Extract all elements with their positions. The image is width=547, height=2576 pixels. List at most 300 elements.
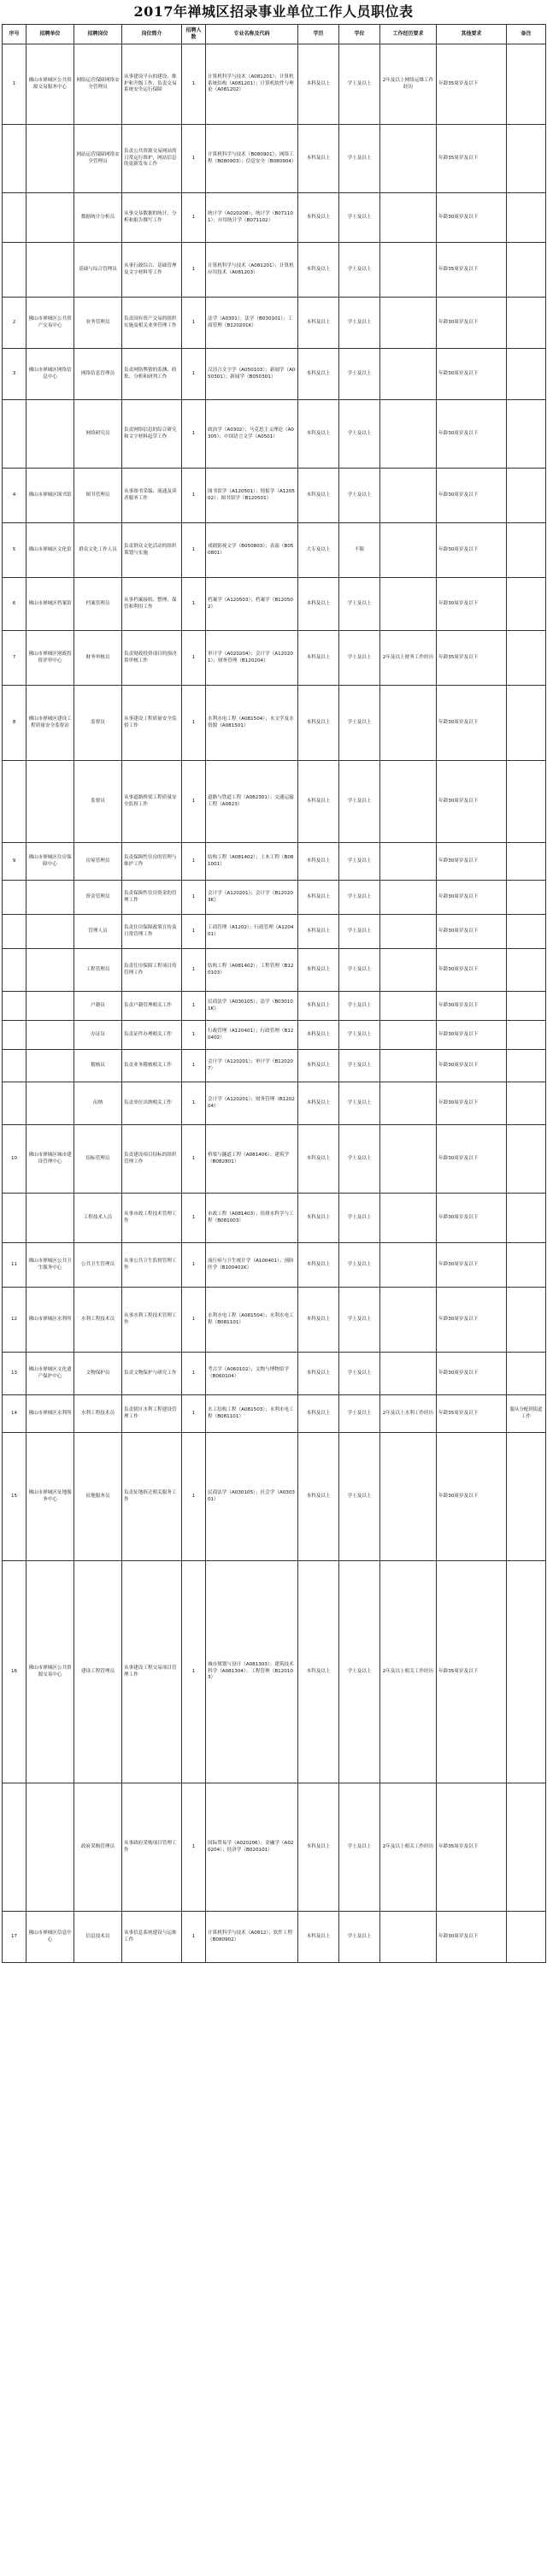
cell-note (507, 631, 546, 686)
cell-deg: 学士及以上 (339, 1433, 380, 1561)
cell-pos: 文物保护员 (74, 1353, 122, 1395)
cell-desc: 负责户籍管理相关工作 (122, 992, 182, 1021)
cell-num: 1 (182, 761, 206, 843)
cell-note (507, 469, 546, 523)
table-row (3, 1050, 546, 1082)
cell-note (507, 349, 546, 400)
cell-other: 年龄30周岁及以下 (437, 1021, 507, 1050)
cell-num: 1 (182, 44, 206, 125)
cell-note (507, 298, 546, 349)
cell-other: 年龄30周岁及以下 (437, 469, 507, 523)
cell-num: 1 (182, 1561, 206, 1783)
cell-no: 1 (3, 44, 26, 125)
recruitment-table (2, 24, 546, 1963)
cell-edu: 本科及以上 (298, 44, 339, 125)
cell-deg: 学士及以上 (339, 349, 380, 400)
page-title: 2017年禅城区招录事业单位工作人员职位表 (133, 3, 414, 20)
cell-deg: 学士及以上 (339, 44, 380, 125)
cell-pos: 招标管理员 (74, 1125, 122, 1194)
cell-note (507, 1021, 546, 1050)
cell-major: 会计学（A120201）；审计学（B120207） (206, 1050, 298, 1082)
cell-exp (380, 1912, 437, 1963)
cell-other: 年龄30周岁及以下 (437, 1353, 507, 1395)
cell-major: 计算机科学与技术（A081201）；计算机系统结构（A081201）；计算机软件与理论（A081202） (206, 44, 298, 125)
cell-major: 考古学（A060102）；文物与博物馆学（B060104） (206, 1353, 298, 1395)
cell-pos: 工程技术人员 (74, 1194, 122, 1243)
cell-edu: 本科及以上 (298, 298, 339, 349)
cell-exp (380, 761, 437, 843)
cell-num: 1 (182, 992, 206, 1021)
header-cell: 其他要求 (437, 25, 507, 44)
cell-note (507, 1912, 546, 1963)
cell-exp (380, 1125, 437, 1194)
cell-unit (26, 1783, 74, 1912)
cell-num: 1 (182, 1125, 206, 1194)
cell-pos: 信息技术员 (74, 1912, 122, 1963)
cell-exp (380, 1050, 437, 1082)
cell-desc: 负责财政投资项目的预决算审核工作 (122, 631, 182, 686)
cell-note: 服从分配到街道工作 (507, 1395, 546, 1433)
header-cell: 岗位简介 (122, 25, 182, 44)
cell-edu: 本科及以上 (298, 686, 339, 761)
cell-num: 1 (182, 686, 206, 761)
cell-num: 1 (182, 1912, 206, 1963)
header-cell: 专业名称及代码 (206, 25, 298, 44)
cell-pos: 财务审核员 (74, 631, 122, 686)
cell-exp (380, 1082, 437, 1125)
cell-deg: 学士及以上 (339, 1194, 380, 1243)
cell-exp (380, 1288, 437, 1353)
cell-other: 年龄30周岁及以下 (437, 1050, 507, 1082)
cell-other: 年龄30周岁及以下 (437, 915, 507, 949)
cell-exp (380, 578, 437, 631)
cell-pos: 网络运营保障网络安全管理员 (74, 44, 122, 125)
cell-pos: 资金管理员 (74, 881, 122, 915)
cell-other: 年龄30周岁及以下 (437, 523, 507, 578)
cell-unit: 佛山市禅城区公共卫生服务中心 (26, 1243, 74, 1288)
cell-pos: 公共卫生管理员 (74, 1243, 122, 1288)
cell-note (507, 1561, 546, 1783)
cell-unit (26, 1021, 74, 1050)
cell-exp (380, 686, 437, 761)
cell-pos: 水利工程技术员 (74, 1395, 122, 1433)
cell-note (507, 1125, 546, 1194)
cell-unit (26, 193, 74, 243)
cell-edu: 本科及以上 (298, 1082, 339, 1125)
cell-deg: 学士及以上 (339, 686, 380, 761)
cell-edu: 本科及以上 (298, 1433, 339, 1561)
table-row (3, 949, 546, 992)
cell-deg: 学士及以上 (339, 1395, 380, 1433)
cell-major: 档案学（A120503）；档案学（B120502） (206, 578, 298, 631)
cell-pos: 水利工程技术员 (74, 1288, 122, 1353)
cell-desc: 从事建设工程质量安全监督工作 (122, 686, 182, 761)
cell-pos: 网站运营保障网络安全管理员 (74, 125, 122, 193)
cell-major: 会计学（A120201）；会计学（B120203K） (206, 881, 298, 915)
cell-deg: 学士及以上 (339, 1783, 380, 1912)
cell-desc: 从事信息系统建设与运维工作 (122, 1912, 182, 1963)
cell-other: 年龄30周岁及以下 (437, 1288, 507, 1353)
cell-major: 水利水电工程（A081504）；水文学及水资源（A081501） (206, 686, 298, 761)
cell-exp (380, 1433, 437, 1561)
cell-no (3, 992, 26, 1021)
cell-note (507, 243, 546, 298)
cell-desc: 从事政府采购项目管理工作 (122, 1783, 182, 1912)
cell-exp (380, 349, 437, 400)
cell-no: 9 (3, 843, 26, 881)
cell-note (507, 843, 546, 881)
cell-num: 1 (182, 578, 206, 631)
cell-edu: 本科及以上 (298, 1395, 339, 1433)
cell-deg: 学士及以上 (339, 843, 380, 881)
cell-pos: 网络研究员 (74, 400, 122, 469)
header-cell: 招聘岗位 (74, 25, 122, 44)
cell-other: 年龄35周岁及以下 (437, 631, 507, 686)
cell-num: 1 (182, 193, 206, 243)
cell-edu: 本科及以上 (298, 631, 339, 686)
table-row (3, 1125, 546, 1194)
cell-deg: 学士及以上 (339, 631, 380, 686)
cell-unit: 佛山市禅城区水利所 (26, 1288, 74, 1353)
header-cell: 工作经历要求 (380, 25, 437, 44)
table-row (3, 1433, 546, 1561)
table-row (3, 578, 546, 631)
cell-desc: 负责公共资源交易网站的日常运行维护，网站信息的更新发布工作 (122, 125, 182, 193)
cell-edu: 本科及以上 (298, 349, 339, 400)
cell-unit: 佛山市禅城区公共资源交易中心 (26, 1561, 74, 1783)
cell-other: 年龄30周岁及以下 (437, 298, 507, 349)
cell-exp (380, 243, 437, 298)
cell-unit: 佛山市禅城区文化遗产保护中心 (26, 1353, 74, 1395)
cell-major: 城市规划与设计（A081303）；建筑技术科学（A081304）；工程管理（B120103） (206, 1561, 298, 1783)
cell-no (3, 761, 26, 843)
cell-unit (26, 400, 74, 469)
cell-other: 年龄30周岁及以下 (437, 686, 507, 761)
cell-num: 1 (182, 523, 206, 578)
cell-major: 国际贸易学（A020206）；金融学（A020204）；经济学（B020101） (206, 1783, 298, 1912)
cell-major: 计算机科学与技术（B080901）；网络工程（B080903）；信息安全（B080904） (206, 125, 298, 193)
cell-edu: 本科及以上 (298, 1353, 339, 1395)
cell-deg: 学士及以上 (339, 1125, 380, 1194)
cell-no: 10 (3, 1125, 26, 1194)
cell-no: 12 (3, 1288, 26, 1353)
cell-edu: 本科及以上 (298, 1243, 339, 1288)
cell-unit (26, 949, 74, 992)
cell-pos: 图书管理员 (74, 469, 122, 523)
cell-note (507, 1433, 546, 1561)
cell-note (507, 761, 546, 843)
cell-major: 计算机科学与技术（A0812）；软件工程（B080902） (206, 1912, 298, 1963)
cell-desc: 从事道路桥梁工程质量安全监督工作 (122, 761, 182, 843)
cell-edu: 本科及以上 (298, 881, 339, 915)
cell-other: 年龄30周岁及以下 (437, 1433, 507, 1561)
cell-no (3, 1194, 26, 1243)
table-row (3, 881, 546, 915)
cell-pos: 出纳 (74, 1082, 122, 1125)
cell-deg: 学士及以上 (339, 881, 380, 915)
table-row (3, 992, 546, 1021)
cell-desc: 从事建设工程交易项目管理工作 (122, 1561, 182, 1783)
cell-pos: 办证员 (74, 1021, 122, 1050)
cell-no (3, 1783, 26, 1912)
cell-pos: 房屋管理员 (74, 843, 122, 881)
cell-exp: 2年及以上水利工作经历 (380, 1395, 437, 1433)
cell-exp (380, 1353, 437, 1395)
cell-unit: 佛山市禅城区住房保障中心 (26, 843, 74, 881)
table-row (3, 44, 546, 125)
table-row (3, 298, 546, 349)
cell-no: 15 (3, 1433, 26, 1561)
cell-no (3, 1050, 26, 1082)
cell-major: 行政管理（A120401）；行政管理（B120402） (206, 1021, 298, 1050)
table-row (3, 1021, 546, 1050)
cell-note (507, 578, 546, 631)
cell-edu: 本科及以上 (298, 578, 339, 631)
cell-major: 民商法学（A030105）；法学（B030101K） (206, 992, 298, 1021)
cell-desc: 负责征地拆迁相关服务工作 (122, 1433, 182, 1561)
cell-other: 年龄30周岁及以下 (437, 949, 507, 992)
cell-major: 市政工程（A081403）；给排水科学与工程（B081003） (206, 1194, 298, 1243)
cell-edu: 本科及以上 (298, 193, 339, 243)
cell-note (507, 1783, 546, 1912)
cell-major: 水工结构工程（A081503）；水利水电工程（B081101） (206, 1395, 298, 1433)
cell-no: 2 (3, 298, 26, 349)
cell-exp: 2年及以上相关工作经历 (380, 1783, 437, 1912)
cell-other: 年龄35周岁及以下 (437, 243, 507, 298)
cell-desc: 负责单位出纳相关工作 (122, 1082, 182, 1125)
cell-major: 水利水电工程（A081504）；水利水电工程（B081101） (206, 1288, 298, 1353)
cell-edu: 本科及以上 (298, 1021, 339, 1050)
cell-desc: 负责网络舆情的监测、收集、分析和研判工作 (122, 349, 182, 400)
cell-note (507, 992, 546, 1021)
cell-deg: 学士及以上 (339, 1243, 380, 1288)
cell-no: 16 (3, 1561, 26, 1783)
cell-unit (26, 243, 74, 298)
cell-other: 年龄35周岁及以下 (437, 1561, 507, 1783)
table-row (3, 1783, 546, 1912)
cell-major: 图书馆学（A120501）；情报学（A120502）；图书馆学（B120501） (206, 469, 298, 523)
cell-num: 1 (182, 125, 206, 193)
cell-desc: 从事建设平台的建设、维护和升级工作，负责交易系统安全运行保障 (122, 44, 182, 125)
cell-pos: 群众文化工作人员 (74, 523, 122, 578)
cell-desc: 负责辖区水利工程建设管理工作 (122, 1395, 182, 1433)
cell-unit: 佛山市禅城区网络信息中心 (26, 349, 74, 400)
cell-desc: 负责住房保障政策宣传及日常管理工作 (122, 915, 182, 949)
cell-no (3, 400, 26, 469)
cell-no (3, 915, 26, 949)
cell-unit: 佛山市禅城区财政投资评审中心 (26, 631, 74, 686)
cell-exp (380, 992, 437, 1021)
cell-exp (380, 1194, 437, 1243)
cell-desc: 从事水利工程技术管理工作 (122, 1288, 182, 1353)
cell-deg: 学士及以上 (339, 125, 380, 193)
cell-no: 4 (3, 469, 26, 523)
cell-unit: 佛山市禅城区公共资产交易中心 (26, 298, 74, 349)
table-row (3, 1243, 546, 1288)
cell-other: 年龄30周岁及以下 (437, 400, 507, 469)
cell-num: 1 (182, 1288, 206, 1353)
cell-edu: 本科及以上 (298, 243, 339, 298)
cell-note (507, 44, 546, 125)
cell-major: 结构工程（A081402）；工程管理（B120103） (206, 949, 298, 992)
table-row (3, 469, 546, 523)
table-row (3, 523, 546, 578)
cell-desc: 负责建设项目招标的组织管理工作 (122, 1125, 182, 1194)
cell-desc: 负责证件办理相关工作 (122, 1021, 182, 1050)
cell-desc: 负责住房保障工程项目的管理工作 (122, 949, 182, 992)
table-body (3, 44, 546, 1963)
cell-num: 1 (182, 1082, 206, 1125)
cell-edu: 本科及以上 (298, 1194, 339, 1243)
cell-pos: 户籍员 (74, 992, 122, 1021)
cell-no: 6 (3, 578, 26, 631)
cell-major: 审计学（A020204）；会计学（A120201）；财务管理（B120204） (206, 631, 298, 686)
cell-note (507, 193, 546, 243)
cell-unit (26, 915, 74, 949)
cell-other: 年龄30周岁及以下 (437, 349, 507, 400)
cell-desc: 从事行政综合、基础管理及文字材料等工作 (122, 243, 182, 298)
header-cell: 招聘人数 (182, 25, 206, 44)
table-row (3, 915, 546, 949)
cell-edu: 本科及以上 (298, 761, 339, 843)
cell-desc: 从事公共卫生监督管理工作 (122, 1243, 182, 1288)
cell-deg: 学士及以上 (339, 298, 380, 349)
cell-other: 年龄30周岁及以下 (437, 578, 507, 631)
cell-no: 8 (3, 686, 26, 761)
cell-major: 会计学（A120201）；财务管理（B120204） (206, 1082, 298, 1125)
cell-edu: 大专及以上 (298, 523, 339, 578)
cell-pos: 网络信息管理员 (74, 349, 122, 400)
cell-note (507, 915, 546, 949)
cell-no: 17 (3, 1912, 26, 1963)
cell-desc: 从事图书采编、流通及读者服务工作 (122, 469, 182, 523)
header-cell: 备注 (507, 25, 546, 44)
cell-deg: 学士及以上 (339, 1288, 380, 1353)
cell-unit (26, 1082, 74, 1125)
cell-major: 计算机科学与技术（A081201）；计算机应用技术（A081203） (206, 243, 298, 298)
cell-note (507, 1082, 546, 1125)
cell-other: 年龄30周岁及以下 (437, 761, 507, 843)
cell-num: 1 (182, 1050, 206, 1082)
cell-edu: 本科及以上 (298, 949, 339, 992)
cell-no (3, 1021, 26, 1050)
cell-note (507, 1194, 546, 1243)
table-row (3, 1912, 546, 1963)
cell-exp (380, 400, 437, 469)
cell-major: 法学（A0301）；法学（B030101）；工商管理（B120201K） (206, 298, 298, 349)
cell-deg: 学士及以上 (339, 1082, 380, 1125)
cell-exp (380, 915, 437, 949)
cell-no: 11 (3, 1243, 26, 1288)
cell-unit: 佛山市禅城区档案馆 (26, 578, 74, 631)
cell-deg: 学士及以上 (339, 469, 380, 523)
cell-exp (380, 949, 437, 992)
cell-no (3, 881, 26, 915)
cell-major: 汉语言文字学（A050103）；新闻学（A050301）；新闻学（B050301） (206, 349, 298, 400)
cell-note (507, 686, 546, 761)
cell-exp (380, 523, 437, 578)
table-row (3, 125, 546, 193)
cell-unit: 佛山市禅城区城市建设管理中心 (26, 1125, 74, 1194)
cell-other: 年龄30周岁及以下 (437, 1194, 507, 1243)
cell-unit: 佛山市禅城区文化馆 (26, 523, 74, 578)
table-row (3, 193, 546, 243)
cell-desc: 从事档案接收、整理、保管和利用工作 (122, 578, 182, 631)
cell-num: 1 (182, 631, 206, 686)
cell-other: 年龄35周岁及以下 (437, 125, 507, 193)
cell-unit (26, 125, 74, 193)
cell-major: 戏剧影视文学（B050803）；表演（B050801） (206, 523, 298, 578)
cell-note (507, 1243, 546, 1288)
cell-exp (380, 843, 437, 881)
cell-edu: 本科及以上 (298, 1125, 339, 1194)
cell-unit: 佛山市禅城区征地服务中心 (26, 1433, 74, 1561)
table-row (3, 1395, 546, 1433)
cell-major: 政治学（A0302）；马克思主义理论（A0305）；中国语言文学（A0501） (206, 400, 298, 469)
cell-no: 14 (3, 1395, 26, 1433)
header-cell: 招聘单位 (26, 25, 74, 44)
cell-no: 5 (3, 523, 26, 578)
cell-num: 1 (182, 1395, 206, 1433)
cell-num: 1 (182, 1783, 206, 1912)
cell-other: 年龄30周岁及以下 (437, 1125, 507, 1194)
cell-edu: 本科及以上 (298, 400, 339, 469)
cell-edu: 本科及以上 (298, 1783, 339, 1912)
cell-num: 1 (182, 915, 206, 949)
cell-num: 1 (182, 298, 206, 349)
cell-desc: 负责国有资产交易的组织实施及相关业务管理工作 (122, 298, 182, 349)
cell-num: 1 (182, 1194, 206, 1243)
cell-major: 民商法学（A030105）；社会学（A030301） (206, 1433, 298, 1561)
cell-deg: 学士及以上 (339, 1561, 380, 1783)
cell-exp: 2年及以上网络运维工作经历 (380, 44, 437, 125)
cell-pos: 管理人员 (74, 915, 122, 949)
header-cell: 序号 (3, 25, 26, 44)
cell-pos: 业务管理员 (74, 298, 122, 349)
cell-exp (380, 125, 437, 193)
cell-edu: 本科及以上 (298, 1288, 339, 1353)
cell-num: 1 (182, 469, 206, 523)
cell-unit (26, 992, 74, 1021)
cell-num: 1 (182, 843, 206, 881)
cell-pos: 基础与综合管理员 (74, 243, 122, 298)
cell-major: 统计学（A020208）；统计学（B071101）；应用统计学（B071102） (206, 193, 298, 243)
cell-deg: 学士及以上 (339, 400, 380, 469)
cell-other: 年龄30周岁及以下 (437, 992, 507, 1021)
cell-major: 桥梁与隧道工程（A081406）；建筑学（B082801） (206, 1125, 298, 1194)
cell-note (507, 1288, 546, 1353)
cell-deg: 学士及以上 (339, 243, 380, 298)
cell-exp (380, 881, 437, 915)
cell-num: 1 (182, 1243, 206, 1288)
cell-no (3, 125, 26, 193)
cell-edu: 本科及以上 (298, 1561, 339, 1783)
cell-unit: 佛山市禅城区水利所 (26, 1395, 74, 1433)
cell-major: 结构工程（A081402）；土木工程（B081001） (206, 843, 298, 881)
cell-major: 道路与铁道工程（A082301）；交通运输工程（A0823） (206, 761, 298, 843)
table-row (3, 243, 546, 298)
cell-unit (26, 1194, 74, 1243)
cell-desc: 负责保障性住房资金的管理工作 (122, 881, 182, 915)
cell-other: 年龄30周岁及以下 (437, 881, 507, 915)
cell-exp (380, 1243, 437, 1288)
cell-unit: 佛山市禅城区信息中心 (26, 1912, 74, 1963)
cell-other: 年龄30周岁及以下 (437, 1912, 507, 1963)
cell-note (507, 1050, 546, 1082)
cell-desc: 负责业务稽核相关工作 (122, 1050, 182, 1082)
table-row (3, 761, 546, 843)
cell-edu: 本科及以上 (298, 843, 339, 881)
